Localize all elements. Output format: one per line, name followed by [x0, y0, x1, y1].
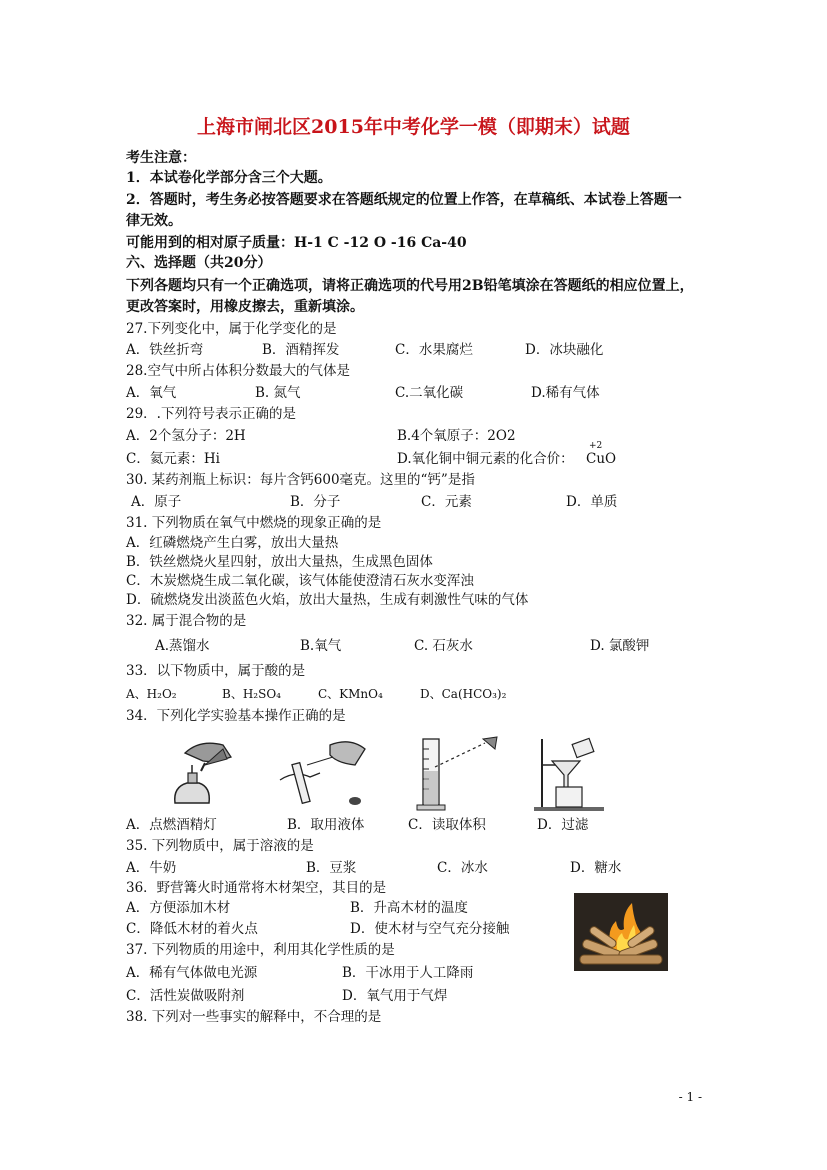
- graduated-cylinder-figure: [405, 733, 505, 813]
- q29-stem: 29．.下列符号表示正确的是: [126, 406, 296, 422]
- q38-stem: 38. 下列对一些事实的解释中，不合理的是: [126, 1009, 382, 1025]
- q32-stem: 32. 属于混合物的是: [126, 613, 247, 629]
- q37-option-a: A．稀有气体做电光源: [126, 965, 258, 981]
- q32-option-b: B.氧气: [300, 638, 342, 654]
- q35-option-a: A．牛奶: [126, 860, 177, 876]
- q32-option-d: D. 氯酸钾: [590, 638, 650, 654]
- q28-option-d: D.稀有气体: [531, 385, 600, 401]
- page-number: - 1 -: [678, 1090, 702, 1104]
- atomic-masses: 可能用到的相对原子质量：H-1 C -12 O -16 Ca-40: [126, 235, 467, 251]
- q36-stem: 36．野营篝火时通常将木材架空，其目的是: [126, 880, 387, 896]
- q27-option-a: A．铁丝折弯: [126, 342, 204, 358]
- q29-option-d: D.氧化铜中铜元素的化合价：: [397, 451, 574, 467]
- filtration-figure: [530, 735, 610, 813]
- q29-option-b: B.4个氧原子：2O2: [397, 428, 516, 444]
- notice-line-2a: 2．答题时，考生务必按答题要求在答题纸规定的位置上作答，在草稿纸、本试卷上答题一: [126, 192, 682, 208]
- q36-option-c: C．降低木材的着火点: [126, 921, 258, 937]
- q35-option-c: C．冰水: [437, 860, 488, 876]
- q30-option-d: D．单质: [566, 494, 618, 510]
- liquid-transfer-figure: [275, 735, 370, 810]
- q29-formula: CuO: [586, 451, 617, 467]
- q29-option-c: C．氦元素：Hi: [126, 451, 220, 467]
- q28-option-a: A．氧气: [126, 385, 177, 401]
- section-heading: 六、选择题（共20分）: [126, 255, 272, 271]
- q36-option-d: D．使木材与空气充分接触: [350, 921, 510, 937]
- q34-stem: 34．下列化学实验基本操作正确的是: [126, 708, 346, 724]
- q33-option-b: B、H₂SO₄: [222, 687, 281, 701]
- q31-option-c: C．木炭燃烧生成二氧化碳，该气体能使澄清石灰水变浑浊: [126, 573, 474, 589]
- alcohol-lamp-figure: [165, 735, 240, 810]
- q31-option-b: B．铁丝燃烧火星四射，放出大量热，生成黑色固体: [126, 554, 433, 570]
- q30-option-c: C．元素: [421, 494, 472, 510]
- q28-option-c: C.二氧化碳: [395, 385, 464, 401]
- q32-option-c: C. 石灰水: [414, 638, 473, 654]
- q31-stem: 31. 下列物质在氧气中燃烧的现象正确的是: [126, 515, 382, 531]
- q29-option-a: A．2个氢分子：2H: [126, 428, 246, 444]
- q27-stem: 27.下列变化中，属于化学变化的是: [126, 321, 337, 337]
- campfire-image: [574, 893, 668, 971]
- q27-option-b: B．酒精挥发: [262, 342, 340, 358]
- q33-option-a: A、H₂O₂: [126, 687, 177, 701]
- q37-option-c: C．活性炭做吸附剂: [126, 988, 245, 1004]
- q34-option-b: B．取用液体: [287, 817, 365, 833]
- notice-heading: 考生注意：: [126, 150, 196, 166]
- q28-stem: 28.空气中所占体积分数最大的气体是: [126, 363, 350, 379]
- q29-valence-sup: +2: [589, 441, 603, 451]
- section-instruction-a: 下列各题均只有一个正确选项，请将正确选项的代号用2B铅笔填涂在答题纸的相应位置上，: [126, 278, 694, 294]
- q34-option-c: C．读取体积: [408, 817, 486, 833]
- q33-stem: 33．以下物质中，属于酸的是: [126, 663, 306, 679]
- q32-option-a: A.蒸馏水: [155, 638, 210, 654]
- q34-option-d: D．过滤: [537, 817, 589, 833]
- q33-option-d: D、Ca(HCO₃)₂: [420, 687, 507, 701]
- q30-stem: 30. 某药剂瓶上标识：每片含钙600毫克。这里的“钙”是指: [126, 472, 475, 488]
- q31-option-a: A．红磷燃烧产生白雾，放出大量热: [126, 535, 339, 551]
- q35-option-b: B．豆浆: [306, 860, 357, 876]
- notice-line-1: 1．本试卷化学部分含三个大题。: [126, 170, 332, 186]
- q28-option-b: B. 氮气: [255, 385, 301, 401]
- q36-option-a: A．方便添加木材: [126, 900, 231, 916]
- page-title: 上海市闸北区2015年中考化学一模（即期末）试题: [197, 116, 630, 138]
- q27-option-c: C．水果腐烂: [395, 342, 473, 358]
- q37-stem: 37. 下列物质的用途中，利用其化学性质的是: [126, 942, 395, 958]
- q34-option-a: A．点燃酒精灯: [126, 817, 217, 833]
- q31-option-d: D．硫燃烧发出淡蓝色火焰，放出大量热，生成有刺激性气味的气体: [126, 592, 529, 608]
- q30-option-a: A．原子: [131, 494, 182, 510]
- q36-option-b: B．升高木材的温度: [350, 900, 468, 916]
- q37-option-b: B．干冰用于人工降雨: [342, 965, 474, 981]
- q35-option-d: D．糖水: [570, 860, 622, 876]
- q27-option-d: D．冰块融化: [525, 342, 604, 358]
- q33-option-c: C、KMnO₄: [318, 687, 383, 701]
- q30-option-b: B．分子: [290, 494, 341, 510]
- q35-stem: 35. 下列物质中，属于溶液的是: [126, 838, 314, 854]
- notice-line-2b: 律无效。: [126, 213, 182, 229]
- section-instruction-b: 更改答案时，用橡皮擦去，重新填涂。: [126, 299, 364, 315]
- q37-option-d: D．氧气用于气焊: [342, 988, 448, 1004]
